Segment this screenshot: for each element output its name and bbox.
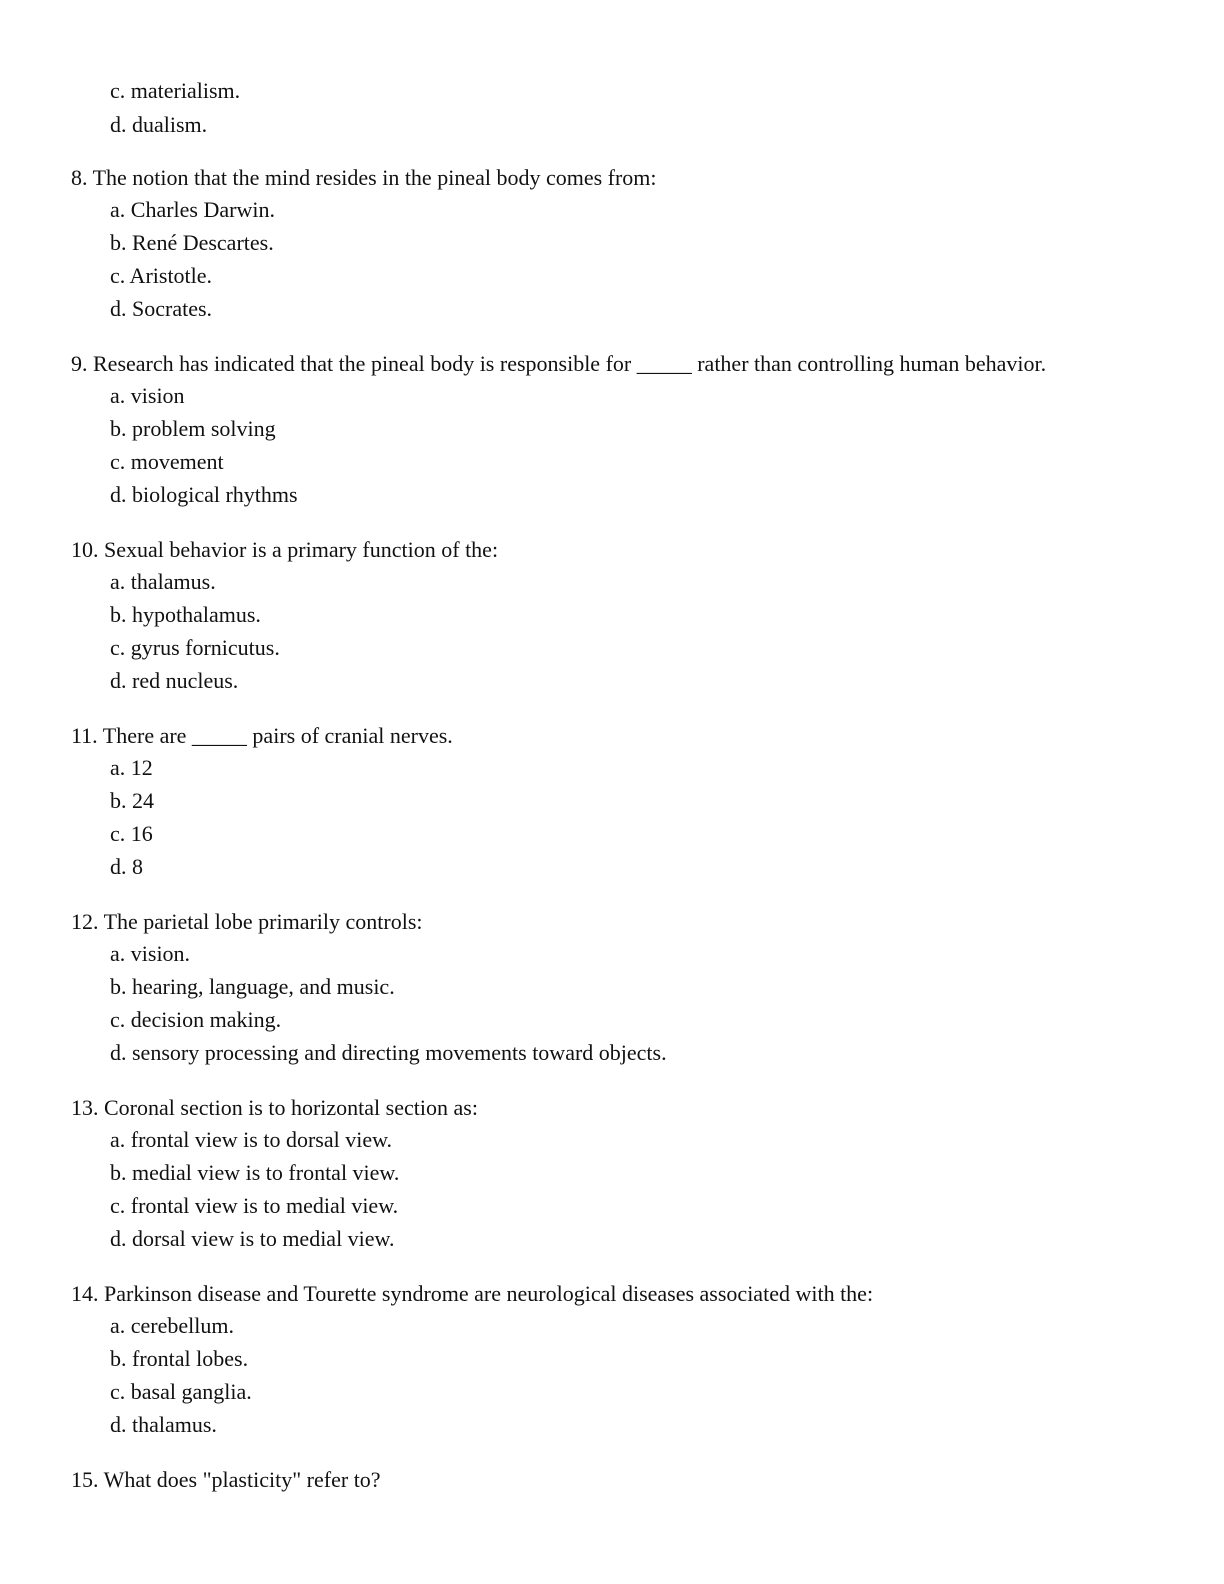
option-d: d. Socrates. bbox=[110, 296, 213, 321]
option-c: c. basal ganglia. bbox=[110, 1379, 252, 1404]
question-14 bbox=[71, 1279, 873, 1441]
option-c: c. movement bbox=[110, 449, 224, 474]
question-13 bbox=[71, 1093, 478, 1255]
question-12 bbox=[71, 907, 667, 1069]
option-c: c. 16 bbox=[110, 821, 153, 846]
option-c: c. Aristotle. bbox=[110, 263, 213, 288]
option-b: b. 24 bbox=[110, 788, 154, 813]
question-8 bbox=[71, 163, 657, 325]
option-b: b. René Descartes. bbox=[110, 230, 274, 255]
option-a: a. frontal view is to dorsal view. bbox=[110, 1127, 393, 1152]
option-a: a. Charles Darwin. bbox=[110, 197, 275, 222]
option-d: d. red nucleus. bbox=[110, 668, 239, 693]
question-stem: 8. The notion that the mind resides in the pineal body comes from: bbox=[71, 165, 657, 190]
option-b: b. medial view is to frontal view. bbox=[110, 1160, 400, 1185]
option-a: a. 12 bbox=[110, 755, 153, 780]
option-a: a. cerebellum. bbox=[110, 1313, 234, 1338]
option-d: d. dorsal view is to medial view. bbox=[110, 1226, 395, 1251]
option-d: d. sensory processing and directing movements toward objects. bbox=[110, 1040, 667, 1065]
continued-options bbox=[110, 74, 240, 142]
question-15 bbox=[71, 1465, 381, 1495]
option-c: c. materialism. bbox=[110, 78, 241, 103]
question-stem: 12. The parietal lobe primarily controls: bbox=[71, 909, 423, 934]
option-c: c. decision making. bbox=[110, 1007, 282, 1032]
question-stem: 11. There are _____ pairs of cranial nerves. bbox=[71, 723, 453, 748]
option-a: a. thalamus. bbox=[110, 569, 216, 594]
question-stem: 10. Sexual behavior is a primary function of the: bbox=[71, 537, 499, 562]
option-c: c. frontal view is to medial view. bbox=[110, 1193, 399, 1218]
option-d: d. dualism. bbox=[110, 112, 208, 137]
option-b: b. problem solving bbox=[110, 416, 276, 441]
option-b: b. hypothalamus. bbox=[110, 602, 261, 627]
option-b: b. frontal lobes. bbox=[110, 1346, 249, 1371]
question-11 bbox=[71, 721, 453, 883]
question-9 bbox=[71, 349, 1046, 511]
question-stem: 13. Coronal section is to horizontal section as: bbox=[71, 1095, 478, 1120]
question-stem: 14. Parkinson disease and Tourette syndrome are neurological diseases associated with the: bbox=[71, 1281, 874, 1306]
option-b: b. hearing, language, and music. bbox=[110, 974, 395, 999]
question-10 bbox=[71, 535, 498, 697]
question-stem: 15. What does "plasticity" refer to? bbox=[71, 1467, 381, 1492]
option-a: a. vision. bbox=[110, 941, 191, 966]
option-a: a. vision bbox=[110, 383, 185, 408]
option-c: c. gyrus fornicutus. bbox=[110, 635, 280, 660]
option-d: d. thalamus. bbox=[110, 1412, 217, 1437]
option-d: d. biological rhythms bbox=[110, 482, 298, 507]
question-stem: 9. Research has indicated that the pineal body is responsible for _____ rather than controlling human behavior. bbox=[71, 351, 1047, 376]
option-d: d. 8 bbox=[110, 854, 143, 879]
